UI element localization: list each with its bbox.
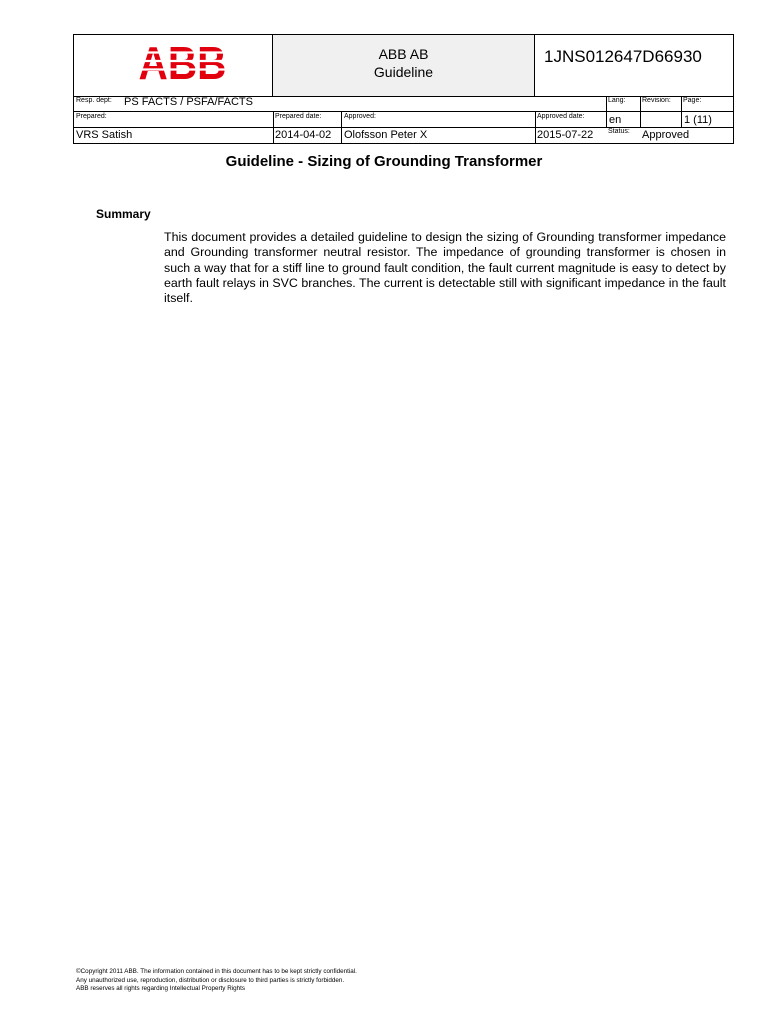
- column-divider: [640, 96, 641, 127]
- status-value: Approved: [642, 129, 690, 141]
- resp-dept-label: Resp. dept:: [76, 97, 112, 104]
- prepared-label: Prepared:: [76, 113, 107, 120]
- logo-cell: [74, 35, 273, 96]
- organization-name: ABB AB: [378, 46, 429, 62]
- document-id-cell: [535, 35, 733, 96]
- title-cell: [273, 35, 535, 96]
- document-header: [73, 34, 734, 144]
- status-label: Status:: [608, 128, 630, 135]
- svg-text:ABB: ABB: [138, 37, 227, 89]
- approved-label: Approved:: [344, 113, 376, 120]
- header-divider: [74, 127, 733, 128]
- document-id: 1JNS012647D66930: [544, 47, 702, 66]
- column-divider: [341, 111, 342, 144]
- column-divider: [606, 96, 607, 127]
- approved-date-value: 2015-07-22: [537, 129, 594, 141]
- footer-line: ©Copyright 2011 ABB. The information contained in this document has to be kept strictly confidential.: [76, 968, 357, 975]
- page-label: Page:: [683, 97, 702, 104]
- approved-value: Olofsson Peter X: [344, 129, 428, 141]
- summary-text: This document provides a detailed guideline to design the sizing of Grounding transformer impedance and Grounding transformer neutral resistor. The impedance of grounding transformer is chosen in such a way that for a stiff line to ground fault condition, the fault current magnitude is easy to detect by earth fault relays in SVC branches. The current is detectable still with significant impedance in the fault itself.: [164, 230, 726, 306]
- footer-line: ABB reserves all rights regarding Intellectual Property Rights: [76, 985, 246, 993]
- column-divider: [681, 96, 682, 127]
- document-title: Guideline - Sizing of Grounding Transformer: [225, 153, 543, 170]
- prepared-date-label: Prepared date:: [275, 113, 322, 120]
- column-divider: [535, 111, 536, 144]
- revision-label: Revision:: [642, 97, 671, 104]
- footer-line: Any unauthorized use, reproduction, distribution or disclosure to third parties is strictly forbidden.: [76, 976, 345, 984]
- abb-logo: [138, 37, 227, 89]
- approved-date-label: Approved date:: [537, 113, 585, 120]
- header-divider: [74, 111, 733, 112]
- prepared-date-value: 2014-04-02: [275, 129, 332, 141]
- page-value: 1 (11): [684, 114, 712, 126]
- copyright-footer: [76, 968, 357, 994]
- prepared-value: VRS Satish: [76, 129, 133, 141]
- lang-value: en: [609, 114, 622, 126]
- column-divider: [273, 111, 274, 144]
- lang-label: Lang:: [608, 97, 626, 104]
- resp-dept-value: PS FACTS / PSFA/FACTS: [124, 96, 253, 108]
- summary-heading: Summary: [96, 207, 151, 221]
- document-type: Guideline: [373, 64, 434, 80]
